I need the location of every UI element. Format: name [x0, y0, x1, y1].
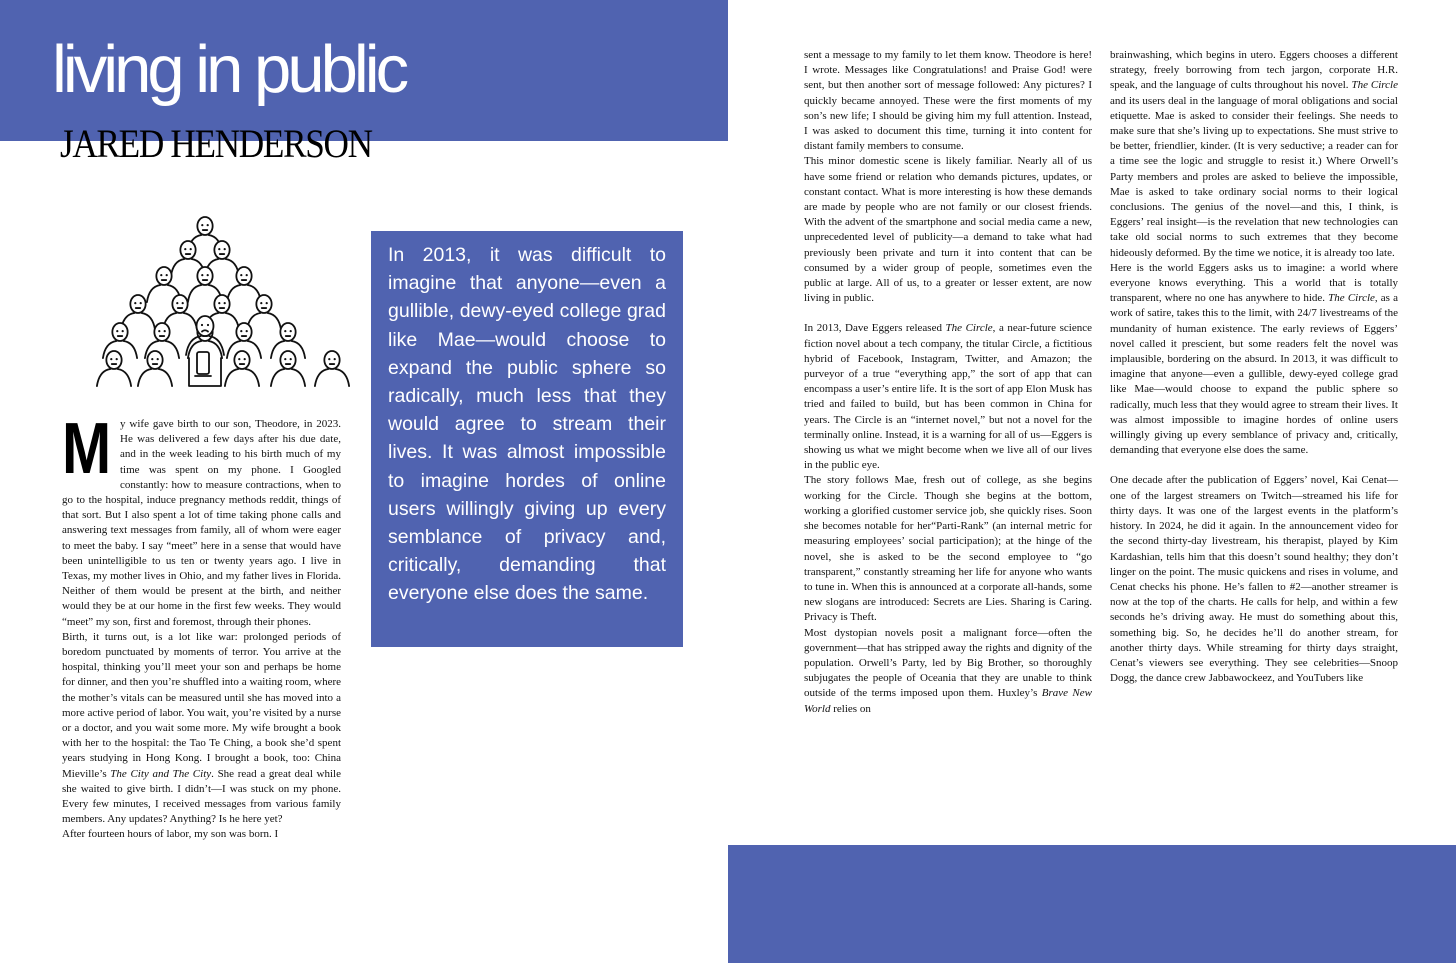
bottom-accent-band [728, 845, 1456, 963]
article-title: living in public [52, 32, 406, 107]
article-column-left [62, 409, 341, 843]
paragraph: Here is the world Eggers asks us to imagine: a world where everyone knows everything. This a world that is totally transparent, where no one has anywhere to hide. The Circle, as a work of satire, takes this to the limit, with 24/7 livestreams of the mundanity of human existence. The early reviews of Eggers’ novel called it prescient, but some readers felt the novel was implausible, bordering on the absurd. In 2013, it was difficult to imagine that anyone—even a gullible, dewy-eyed college grad like Mae—would choose to expand the public sphere so radically, much less that they would agree to stream their lives. It was almost impossible to imagine hordes of online users willingly giving up every semblance of privacy and, critically, demanding that everyone else does the same. [1110, 261, 1398, 457]
paragraph: brainwashing, which begins in utero. Eggers chooses a different strategy, freely borrowing from tech jargon, corporate H.R. speak, and the language of cults throughout his novel. The Circle and its users deal in the language of moral obligations and social etiquette. Mae is asked to consider their feelings. She needs to make sure that she’s living up to expectations. She must strive to be better, friendlier, kinder. (It is very seductive; a reader can for a time see the logic and struggle to resist it.) Where Orwell’s Party members and proles are asked to believe the impossible, Mae is asked to take ordinary social norms to their logical conclusions. The genius of the novel—and this, I think, is Eggers’ real insight—is the revelation that new technologies can take old social norms to such extremes that they become hideously deformed. By the time we notice, it is already too late. [1110, 49, 1398, 259]
book-title: The Circle [1328, 292, 1375, 305]
paragraph: One decade after the publication of Eggers’ novel, Kai Cenat—one of the largest streamers on Twitch—streamed his life for thirty days. It was one of the largest events in the platform’s history. In 2024, he did it again. In the announcement video for the second thirty-day livestream, his therapist, played by Kim Kardashian, tells him that this doesn’t sound healthy; they don’t linger on the point. The music quickens and rises in volume, and Cenat checks his phone. He’s fallen to #2—another streamer is now at the top of the charts. He calls for help, and within a few seconds he’s driving away. He must do something about this, something big. So, he decides he’ll do another stream, for another thirty days. While streaming for thirty days straight, Cenat’s viewers see everything. They see celebrities—Snoop Dogg, the dance crew Jabbawockeez, and YouTubers like [1110, 474, 1398, 685]
person-figure [186, 316, 224, 355]
article-column-right [1110, 48, 1398, 686]
drop-cap: M [62, 409, 112, 489]
person-figure [103, 323, 137, 358]
paragraph: This minor domestic scene is likely familiar. Nearly all of us have some friend or relation who demands pictures, updates, or constant contact. What is more interesting is how these demands are made by people who are not family or our closest friends. With the advent of the smartphone and social media came a new, unprecedented level of publicity—a demand to take what had previously been private and turn it into content that can be consumed by a wider group of people, sometimes even the public at large. All of us, to a greater or lesser extent, are now living in public. [804, 155, 1092, 305]
phone-icon [197, 352, 209, 374]
author-name: JARED HENDERSON [60, 121, 372, 166]
person-figure [271, 351, 305, 386]
pull-quote-box [371, 231, 683, 647]
paragraph: In 2013, Dave Eggers released The Circle, a near-future science fiction novel about a tech company, the titular Circle, a fictitious hybrid of Facebook, Instagram, Twitter, and Amazon; the purveyor of a true “everything app,” the sort of app that can encompass a user’s entire life. It is the sort of app Elon Musk has tried and failed to build, but has been common in China for years. The Circle is an “internet novel,” but not a novel for the terminally online. Instead, it is a warning for all of us—Eggers is showing us what we might become when we live all of our lives in the public eye. [804, 322, 1092, 472]
book-title: Brave New World [804, 687, 1092, 715]
person-figure [247, 295, 281, 330]
paragraph-opening: My wife gave birth to our son, Theodore, in 2023. He was delivered a few days after his due date, and in the week leading to his birth much of my time was spent on my phone. I Googled constantly: how to measure contractions, when to go to the hospital, induce pregnancy methods reddit, things of that sort. But I also spent a lot of time taking phone calls and answering text messages from family, all of whom were eager to meet the baby. I say “meet” here in a sense that would have been unintelligible to us ten or twenty years ago. I live in Texas, my mother lives in Ohio, and my father lives in Florida. Neither of them would be present at the birth, and neither would they be at our home in the first few weeks. They would “meet” my son, first and foremost, through their phones. [62, 409, 341, 628]
paragraph: Most dystopian novels posit a malignant force—often the government—that has stripped away the rights and dignity of the population. Orwell’s Party, led by Big Brother, so thoroughly subjugates the people of Oceania that they are unable to think outside of the terms imposed upon them. Huxley’s Brave New World relies on [804, 626, 1092, 715]
paragraph: sent a message to my family to let them know. Theodore is here! I wrote. Messages like Congratulations! and Praise God! were sent, but then another sort of message followed: Any pictures? I quickly became annoyed. These were the first moments of my son’s new life; I should be giving him my full attention. Instead, I was asked to document this time, turning it into content for distant family members to consume. [804, 49, 1092, 153]
pull-quote-text: In 2013, it was difficult to imagine that anyone—even a gullible, dewy-eyed college grad like Mae—would choose to expand the public sphere so radically, much less that they would agree to stream their lives. It was almost impossible to imagine hordes of online users willingly giving up every semblance of privacy and, critically, demanding that everyone else does the same. [388, 244, 666, 605]
person-figure [225, 351, 259, 386]
book-title: The Circle [945, 322, 993, 335]
paragraph: After fourteen hours of labor, my son was born. I [62, 828, 279, 841]
person-figure [227, 267, 261, 302]
person-figure [138, 351, 172, 386]
crowd-pyramid-drawing-icon [92, 208, 352, 393]
article-column-middle [804, 48, 1092, 717]
paragraph: Birth, it turns out, is a lot like war: prolonged periods of boredom punctuated by moments of terror. You arrive at the hospital, thinking you’ll meet your son and perhaps be home for dinner, and then you’re shuffled into a waiting room, where the mother’s vitals can be measured until she has moved into a more active period of labor. You wait, you’re visited by a nurse or a doctor, and you wait some more. My wife brought a book with her to the hospital: the Tao Te Ching, a book she’d spent years studying in Hong Kong. I brought a book, too: China Mieville’s The City and The City. She read a great deal while she waited to give birth. I didn’t—I was stuck on my phone. Every few minutes, I received messages from various family members. Any updates? Anything? Is he here yet? [62, 630, 341, 826]
person-figure [163, 295, 197, 330]
book-title: The Circle [1351, 79, 1398, 92]
person-figure [97, 351, 131, 386]
paragraph: The story follows Mae, fresh out of college, as she begins working for the Circle. Though she begins at the bottom, working a glorified customer service job, she quickly rises. Soon she becomes notable for her“Parti-Rank” (an internal metric for measuring employees’ social participation); at the hinge of the novel, she is asked to be the second employee to “go transparent,” constantly streaming her life for anyone who wants to tune in. When this is announced at a corporate all-hands, some new slogans are introduced: Secrets are Lies. Sharing is Caring. Privacy is Theft. [804, 474, 1092, 624]
book-title: The City and The City [110, 767, 212, 780]
person-figure [315, 351, 349, 386]
person-figure [121, 295, 155, 330]
